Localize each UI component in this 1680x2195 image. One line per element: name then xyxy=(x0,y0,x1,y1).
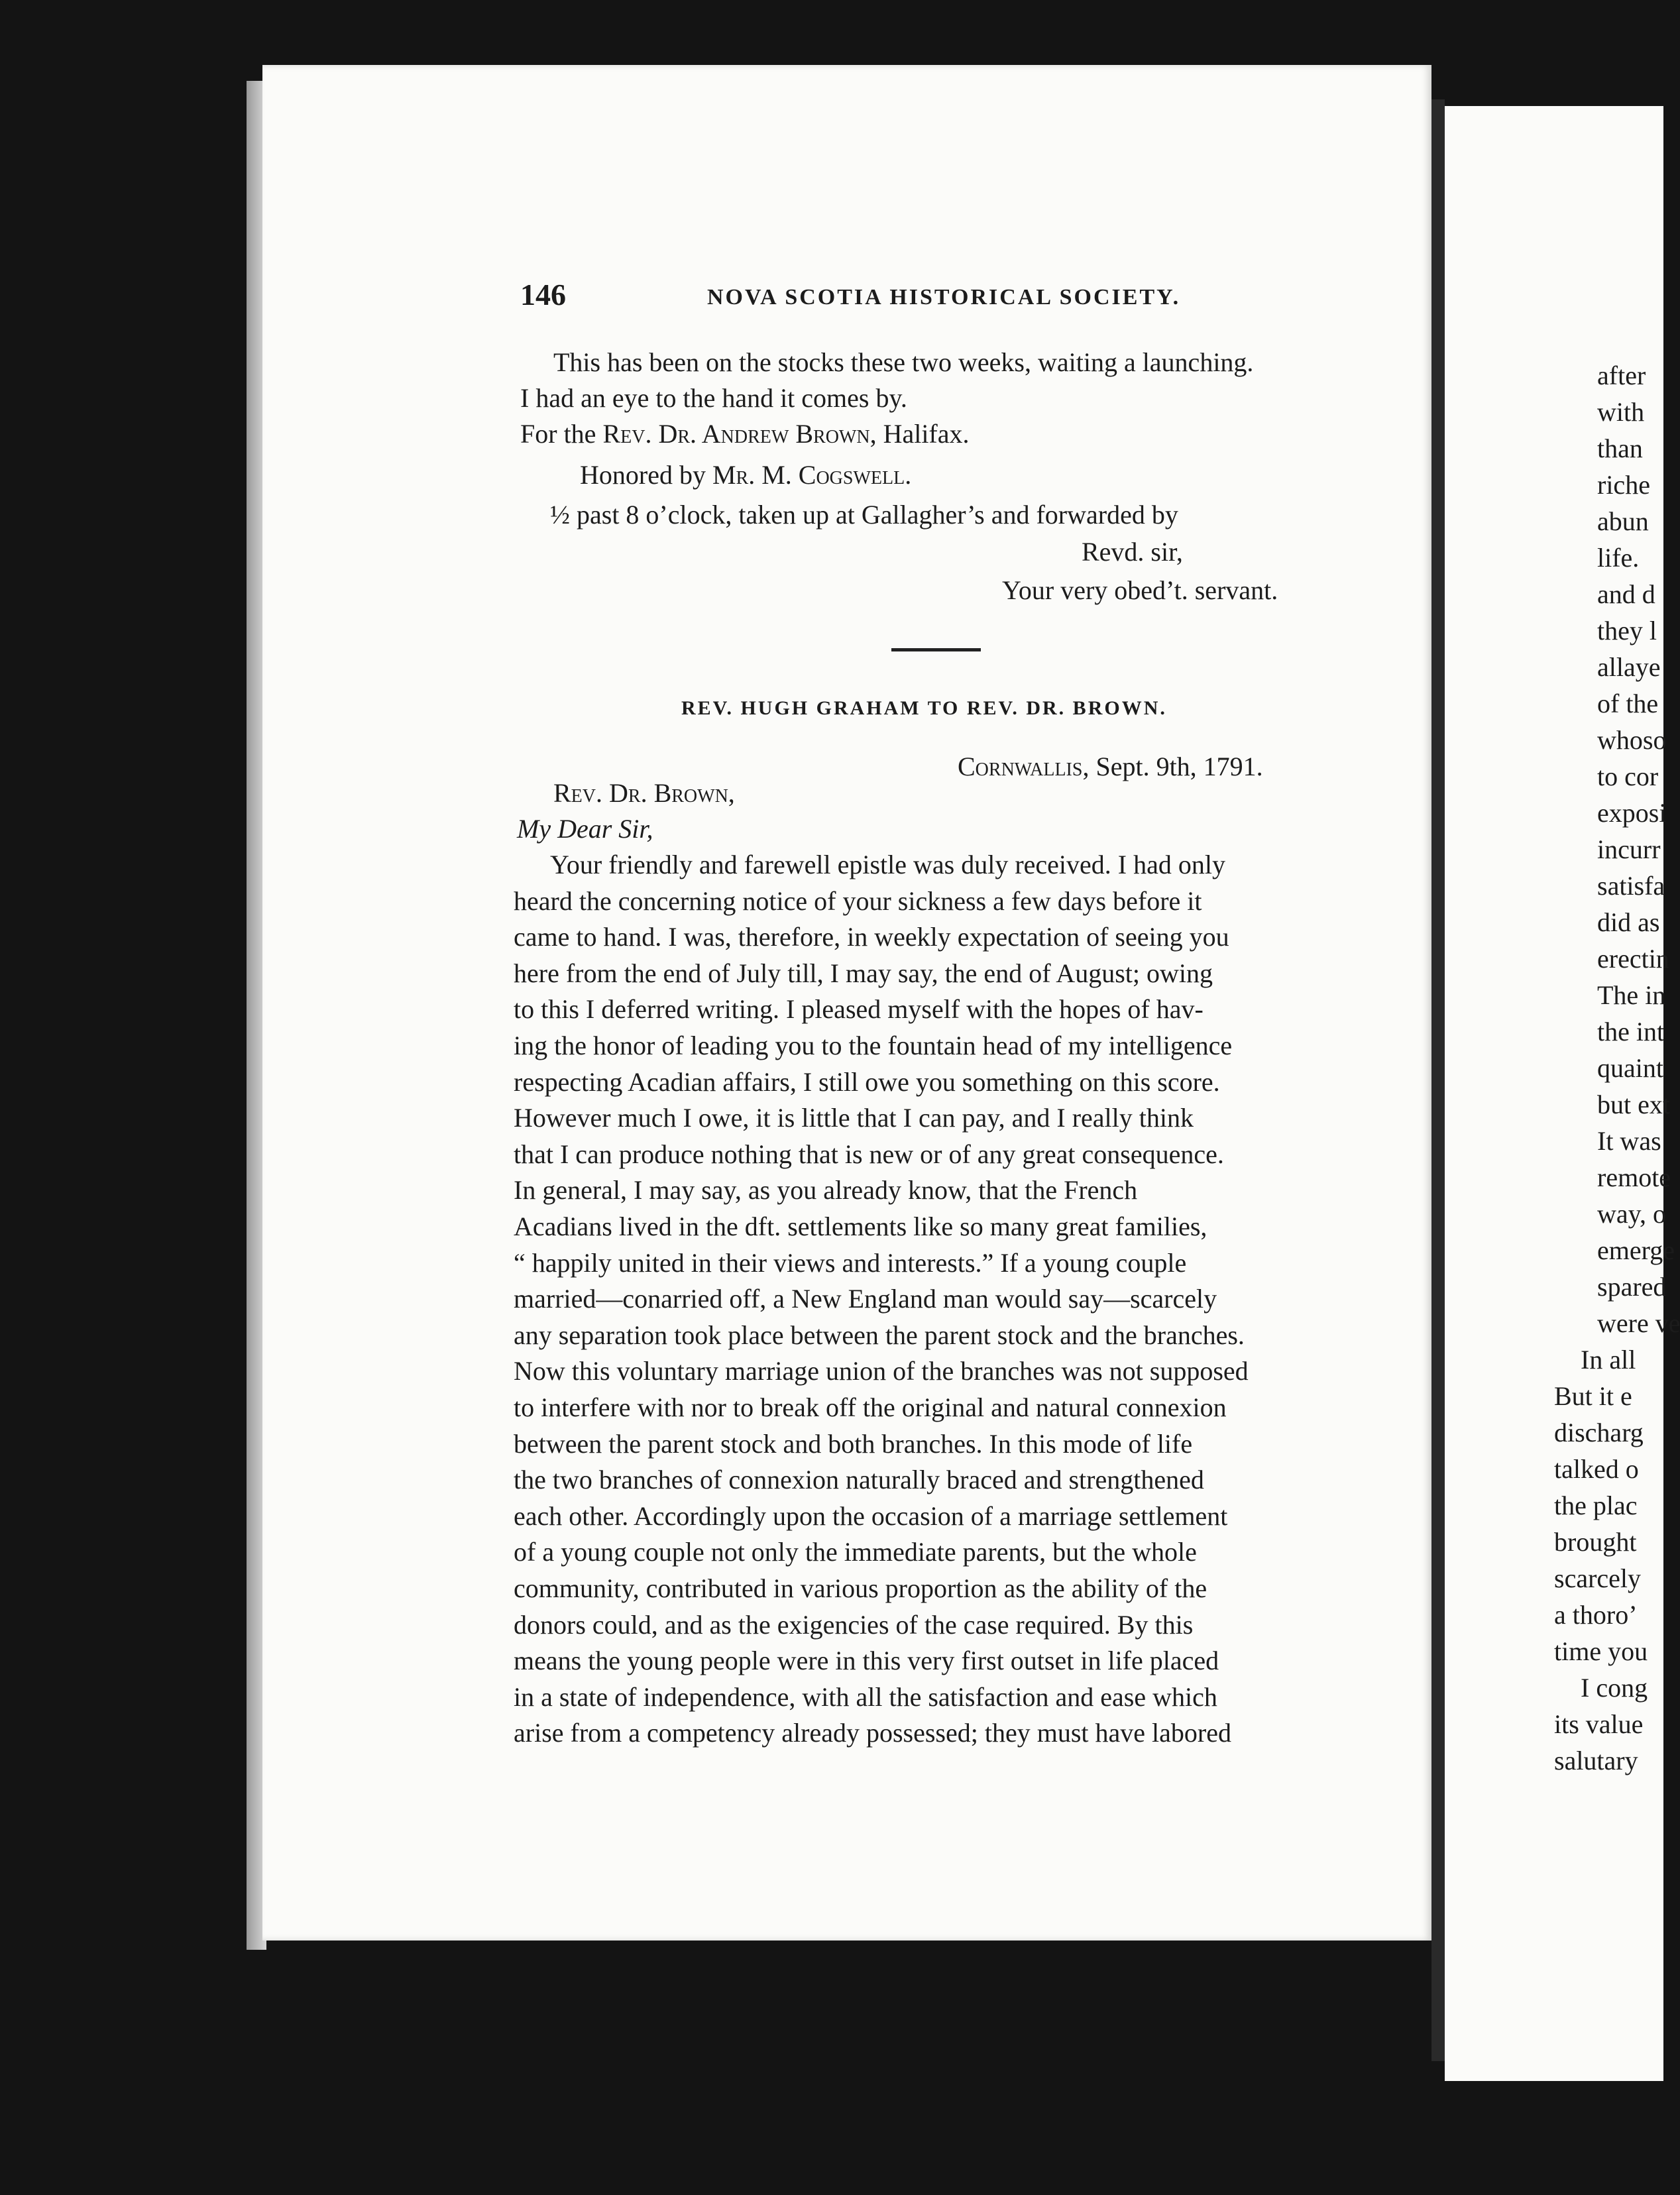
body-line: here from the end of July till, I may say, the end of August; owing xyxy=(514,958,1213,988)
facing-page-fragment: brought xyxy=(1554,1527,1637,1557)
facing-page-fragment: abun xyxy=(1597,506,1649,536)
facing-page-fragment: allaye xyxy=(1597,652,1661,682)
facing-page-fragment: scarcely xyxy=(1554,1563,1642,1593)
facing-page-fragment: spared xyxy=(1597,1272,1667,1302)
body-line: married—conarried off, a New England man would say—scarcely xyxy=(514,1284,1217,1314)
section-divider xyxy=(891,648,981,651)
facing-page-fragment: In all xyxy=(1581,1345,1636,1375)
facing-page-fragment: than xyxy=(1597,433,1643,463)
addressee-suffix: , Halifax. xyxy=(869,419,970,449)
facing-page-fragment: salutary xyxy=(1554,1746,1638,1775)
body-line: to interfere with nor to break off the original and natural connexion xyxy=(514,1392,1227,1422)
facing-page-fragment: a thoro’ xyxy=(1554,1600,1638,1630)
honored-line xyxy=(580,457,911,493)
facing-page-fragment: of the xyxy=(1597,689,1659,718)
book-spine xyxy=(1431,99,1445,2061)
facing-page-fragment: The in xyxy=(1597,980,1666,1010)
facing-page-fragment: to cor xyxy=(1597,761,1659,791)
facing-page-fragment: satisfa xyxy=(1597,871,1665,901)
addressee-name: Rev. Dr. Andrew Brown xyxy=(602,419,870,449)
facing-page-fragment: way, o xyxy=(1597,1199,1667,1229)
body-line: donors could, and as the exigencies of the case required. By this xyxy=(514,1609,1194,1640)
dateline xyxy=(958,749,1263,785)
body-line: Acadians lived in the dft. settlements like so many great families, xyxy=(514,1211,1207,1241)
addressee-line xyxy=(520,416,970,452)
letter-heading: REV. HUGH GRAHAM TO REV. DR. BROWN. xyxy=(681,697,1167,719)
facing-page-fragment: emerge xyxy=(1597,1235,1675,1265)
salutation-name: Rev. Dr. Brown, xyxy=(553,778,735,808)
facing-page-fragment: and d xyxy=(1597,579,1655,609)
addressee-prefix: For the xyxy=(520,419,603,449)
body-line: to this I deferred writing. I pleased myself with the hopes of hav- xyxy=(514,994,1204,1025)
body-line: came to hand. I was, therefore, in weekly expectation of seeing you xyxy=(514,922,1229,952)
facing-page-fragment: whoso xyxy=(1597,725,1667,755)
facing-page-fragment: quaint xyxy=(1597,1053,1663,1083)
facing-page-fragment: But it e xyxy=(1554,1381,1632,1411)
body-line: “ happily united in their views and interests.” If a young couple xyxy=(514,1247,1187,1278)
body-line: ing the honor of leading you to the fountain head of my intelligence xyxy=(514,1031,1233,1060)
body-line: of a young couple not only the immediate parents, but the whole xyxy=(514,1537,1197,1567)
running-title: NOVA SCOTIA HISTORICAL SOCIETY. xyxy=(707,285,1181,310)
body-line: heard the concerning notice of your sickness a few days before it xyxy=(514,885,1202,916)
dateline-date: , Sept. 9th, 1791. xyxy=(1082,752,1263,781)
facing-page-fragment: with xyxy=(1597,397,1645,427)
closing-signature: Your very obed’t. servant. xyxy=(1002,575,1278,605)
body-line: respecting Acadian affairs, I still owe you something on this score. xyxy=(514,1066,1220,1097)
body-line: any separation took place between the parent stock and the branches. xyxy=(514,1320,1245,1350)
facing-page-fragment: time you xyxy=(1554,1636,1648,1666)
closing-salutation: Revd. sir, xyxy=(1082,537,1183,567)
body-line: that I can produce nothing that is new or of any great consequence. xyxy=(514,1139,1224,1169)
facing-page-fragment: the int xyxy=(1597,1017,1665,1046)
facing-page-fragment: discharg xyxy=(1554,1418,1644,1447)
body-line: in a state of independence, with all the satisfaction and ease which xyxy=(514,1681,1217,1712)
dateline-place: Cornwallis xyxy=(958,752,1083,781)
body-line: arise from a competency already possessed; they must have labored xyxy=(514,1718,1231,1748)
body-line: means the young people were in this very first outset in life placed xyxy=(514,1646,1219,1676)
facing-page-fragment: remote xyxy=(1597,1162,1671,1192)
facing-page-fragment: but ext xyxy=(1597,1090,1670,1119)
preceding-line: This has been on the stocks these two weeks, waiting a launching. xyxy=(553,347,1254,377)
facing-page-fragment: talked o xyxy=(1554,1454,1639,1484)
honored-prefix: Honored by xyxy=(580,460,712,490)
preceding-line: I had an eye to the hand it comes by. xyxy=(520,383,907,413)
facing-page-fragment: erectin xyxy=(1597,944,1669,974)
body-line: Your friendly and farewell epistle was duly received. I had only xyxy=(550,850,1225,879)
facing-page-fragment: its value xyxy=(1554,1709,1644,1739)
facing-page-fragment: life. xyxy=(1597,543,1640,573)
facing-page-fragment: after xyxy=(1597,361,1646,390)
page-number: 146 xyxy=(520,278,566,311)
page-header xyxy=(520,277,1329,317)
body-line: In general, I may say, as you already know, that the French xyxy=(514,1175,1138,1206)
facing-page-fragment: It was xyxy=(1597,1126,1661,1156)
facing-page-fragment: incurr xyxy=(1597,834,1661,864)
body-line: the two branches of connexion naturally braced and strengthened xyxy=(514,1465,1204,1495)
facing-page-fragment: did as xyxy=(1597,907,1660,937)
facing-page-fragment: riche xyxy=(1597,470,1650,500)
body-line: However much I owe, it is little that I can pay, and I really think xyxy=(514,1103,1194,1133)
facing-page-fragment: they l xyxy=(1597,616,1657,646)
body-line: between the parent stock and both branches. In this mode of life xyxy=(514,1428,1193,1459)
body-line: each other. Accordingly upon the occasion of a marriage settlement xyxy=(514,1500,1228,1531)
honored-name: Mr. M. Cogswell. xyxy=(712,460,912,490)
facing-page-fragment: the plac xyxy=(1554,1491,1638,1520)
facing-page-fragment: exposi xyxy=(1597,798,1667,828)
body-line: community, contributed in various proportion as the ability of the xyxy=(514,1573,1207,1603)
forwarding-line: ½ past 8 o’clock, taken up at Gallagher’s and forwarded by xyxy=(550,500,1178,530)
body-line: Now this voluntary marriage union of the branches was not supposed xyxy=(514,1356,1249,1386)
facing-page-fragment: were ve xyxy=(1597,1308,1680,1338)
salutation: My Dear Sir, xyxy=(517,814,653,844)
facing-page-fragment: I cong xyxy=(1581,1673,1648,1703)
